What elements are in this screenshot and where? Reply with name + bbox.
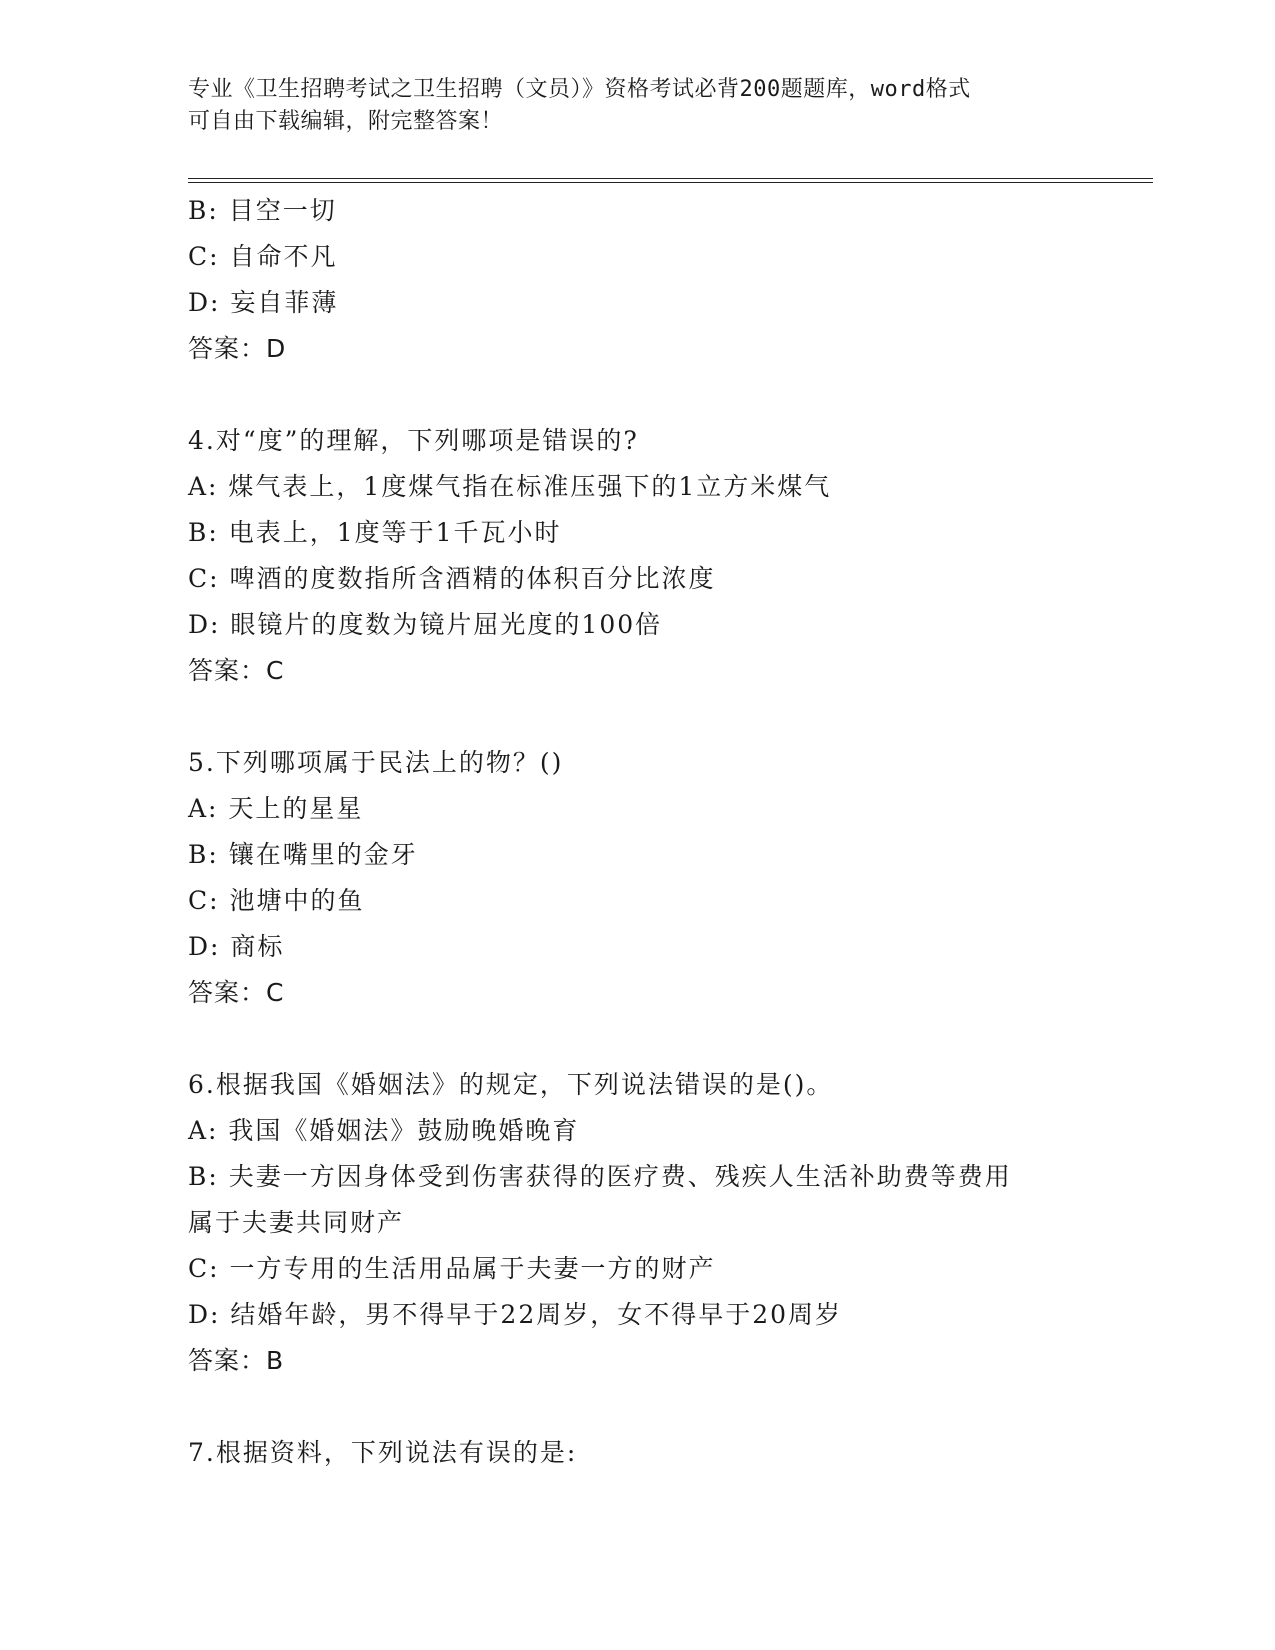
header-title-line-1: 专业《卫生招聘考试之卫生招聘（文员）》资格考试必背200题题库，word格式	[188, 77, 971, 102]
q5-option-a: A: 天上的星星	[188, 794, 364, 823]
header-divider-top	[188, 178, 1153, 179]
q6-answer: 答案：B	[188, 1346, 285, 1375]
q5-option-c: C: 池塘中的鱼	[188, 886, 365, 915]
q3-option-d: D: 妄自菲薄	[188, 288, 339, 317]
q3-answer: 答案：D	[188, 334, 287, 363]
q4-option-d: D: 眼镜片的度数为镜片屈光度的100倍	[188, 610, 663, 639]
q5-option-d: D: 商标	[188, 932, 285, 961]
header-divider-bottom	[188, 182, 1153, 183]
question-4	[188, 418, 1088, 694]
spacer	[188, 1016, 1088, 1062]
q4-option-c: C: 啤酒的度数指所含酒精的体积百分比浓度	[188, 564, 716, 593]
q4-question: 4.对“度”的理解，下列哪项是错误的?	[188, 426, 639, 455]
q3-option-c: C: 自命不凡	[188, 242, 338, 271]
q3-option-b: B: 目空一切	[188, 196, 337, 225]
q5-question: 5.下列哪项属于民法上的物？()	[188, 748, 564, 777]
q4-option-a: A: 煤气表上，1度煤气指在标准压强下的1立方米煤气	[188, 472, 832, 501]
q6-option-c: C: 一方专用的生活用品属于夫妻一方的财产	[188, 1254, 716, 1283]
q5-option-b: B: 镶在嘴里的金牙	[188, 840, 418, 869]
q6-option-b: B: 夫妻一方因身体受到伤害获得的医疗费、残疾人生活补助费等费用	[188, 1162, 1012, 1191]
question-6	[188, 1062, 1088, 1384]
q4-answer: 答案：C	[188, 656, 285, 685]
header-title-line-2: 可自由下载编辑，附完整答案！	[188, 109, 504, 134]
q4-option-b: B: 电表上，1度等于1千瓦小时	[188, 518, 562, 547]
question-3	[188, 188, 1088, 372]
q6-option-b-continued: 属于夫妻共同财产	[188, 1208, 405, 1237]
document-header	[188, 74, 1088, 138]
question-list	[188, 188, 1088, 1476]
q6-question: 6.根据我国《婚姻法》的规定，下列说法错误的是()。	[188, 1070, 834, 1099]
spacer	[188, 372, 1088, 418]
q5-answer: 答案：C	[188, 978, 285, 1007]
question-7	[188, 1430, 1088, 1476]
q6-option-d: D: 结婚年龄，男不得早于22周岁，女不得早于20周岁	[188, 1300, 843, 1329]
q7-question: 7.根据资料，下列说法有误的是:	[188, 1438, 578, 1467]
question-5	[188, 740, 1088, 1016]
q6-option-a: A: 我国《婚姻法》鼓励晚婚晚育	[188, 1116, 580, 1145]
spacer	[188, 1384, 1088, 1430]
spacer	[188, 694, 1088, 740]
